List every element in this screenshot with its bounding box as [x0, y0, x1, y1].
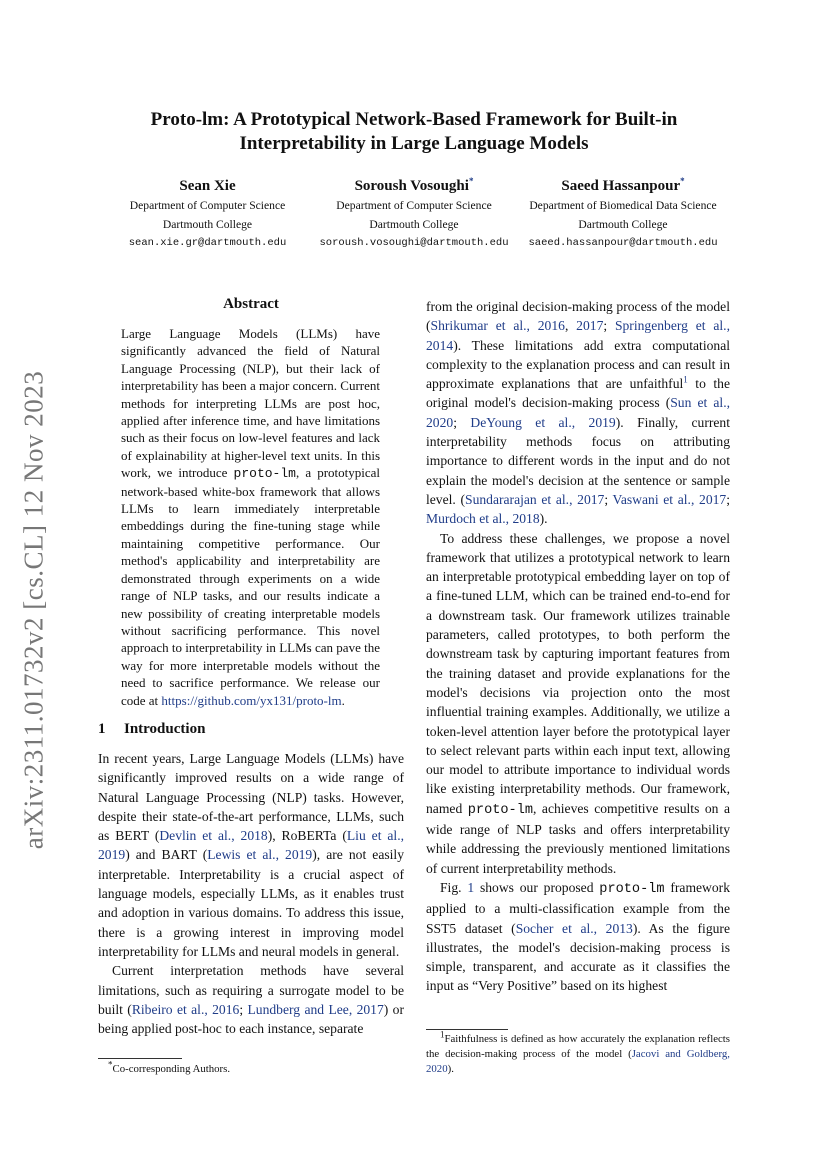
- footnote-divider: [426, 1029, 508, 1030]
- arxiv-sidebar: [4, 360, 64, 860]
- author-block-1: [100, 176, 315, 253]
- citation-link[interactable]: Ribeiro et al., 2016: [131, 1001, 240, 1017]
- citation-link[interactable]: Sun et al., 2020: [426, 395, 730, 430]
- author-name: Sean Xie: [179, 178, 236, 194]
- arxiv-identifier: arXiv:2311.01732v2 [cs.CL] 12 Nov 2023: [18, 370, 49, 850]
- citation-link[interactable]: Vaswani et al., 2017: [612, 491, 727, 507]
- citation-link[interactable]: Liu et al., 2019: [98, 828, 404, 863]
- author-block-2: [310, 176, 518, 253]
- figure-reference[interactable]: 1: [467, 879, 475, 895]
- paper-title: Proto-lm: A Prototypical Network-Based Framework for Built-in Interpretability in Large Language Models: [150, 109, 678, 154]
- citation-link[interactable]: Lewis et al., 2019: [207, 847, 313, 863]
- citation-link[interactable]: Murdoch et al., 2018: [426, 511, 540, 527]
- author-affiliation: Department of Biomedical Data Science: [529, 199, 717, 212]
- author-email[interactable]: soroush.vosoughi@dartmouth.edu: [319, 237, 509, 249]
- paragraph: To address these challenges, we propose a novel framework that utilizes a prototypical network to learn an interpretable prototypical embedding layer on top of a fine-tuned LLM, which can be trained end-to-end for a downstream task. Our framework utilizes trainable parameters, called prototypes, to both perform the downstream task by capturing important features from the training dataset and provide explanations for the model's decisions via projection onto the most influential training examples. Additionally, we utilize a token-level attention layer before the prototypical layer to select relevant parts within each input text, allowing our model to attribute importance to individual words like existing interpretability methods. Our framework, named proto-lm, achieves competitive results on a wide range of NLP tasks and offers interpretability while addressing the previously mentioned limitations of current interpretability methods.: [426, 530, 730, 876]
- citation-link[interactable]: Sundararajan et al., 2017: [465, 491, 605, 507]
- paragraph: In recent years, Large Language Models (LLMs) have significantly improved results on a wide range of Natural Language Processing (NLP) tasks. However, despite their state-of-the-art performance, LLMs, such as BERT (Devlin et al., 2018), RoBERTa (Liu et al., 2019) and BART (Lewis et al., 2019), are not easily interpretable. Interpretability is a crucial aspect of language models, especially LLMs, as it enables trust and adoption in various domains. To address this issue, there is a growing interest in improving model interpretability for LLMs and neural models in general.: [98, 751, 404, 959]
- author-institution: Dartmouth College: [369, 218, 459, 231]
- citation-link[interactable]: Devlin et al., 2018: [159, 828, 268, 844]
- author-institution: Dartmouth College: [162, 218, 253, 231]
- code-proto-lm: proto-lm: [467, 802, 534, 818]
- intro-right-column: [426, 297, 730, 996]
- citation-link[interactable]: Lundberg and Lee, 2017: [247, 1001, 384, 1017]
- paragraph: Current interpretation methods have several limitations, such as requiring a surrogate model to be built (Ribeiro et al., 2016; Lundberg and Lee, 2017) or being applied post-hoc to each instance, separate: [98, 963, 405, 1037]
- citation-link[interactable]: Socher et al., 2013: [515, 920, 633, 936]
- author-email[interactable]: sean.xie.gr@dartmouth.edu: [128, 237, 287, 249]
- abstract-heading: Abstract: [223, 296, 279, 312]
- paragraph: Fig. 1 shows our proposed proto-lm framework applied to a multi-classification example from the SST5 dataset (Socher et al., 2013). As the figure illustrates, the model's decision-making process is simple, transparent, and accurate as it classifies the input as “Very Positive” based on its highest: [426, 879, 730, 994]
- corresponding-mark[interactable]: *: [680, 176, 685, 186]
- citation-link[interactable]: Jacovi and Goldberg, 2020: [426, 1048, 730, 1075]
- citation-link[interactable]: 2017: [576, 318, 604, 334]
- corresponding-mark[interactable]: *: [468, 176, 474, 186]
- author-block-3: [516, 176, 730, 253]
- author-name: Soroush Vosoughi*: [354, 176, 474, 194]
- footnote-left: *Co-corresponding Authors.: [108, 1059, 231, 1075]
- paragraph: from the original decision-making process of the model (Shrikumar et al., 2016, 2017; Springenberg et al., 2014). These limitations add extra computational complexity to the explanation process and can result in approximate explanations that are unfaithful$^1$ to the original model's decision-making process (Sun et al., 2020; DeYoung et al., 2019). Finally, current interpretability methods focus on attributing importance to different words in the input and do not explain the model's decision at the sentence or sample level. (Sundararajan et al., 2017; Vaswani et al., 2017; Murdoch et al., 2018).: [426, 299, 731, 527]
- footnote-right: $^1$Faithfulness is defined as how accurately the explanation reflects the decision-making process of the model (Jacovi and Goldberg, 2020).: [426, 1029, 730, 1075]
- code-proto-lm: proto-lm: [599, 881, 665, 897]
- author-email[interactable]: saeed.hassanpour@dartmouth.edu: [528, 237, 718, 249]
- code-repo-link[interactable]: https://github.com/yx131/proto-lm: [161, 692, 342, 708]
- intro-left-column: [98, 749, 404, 1038]
- section-heading-introduction: 1 Introduction: [98, 721, 206, 737]
- citation-link[interactable]: DeYoung et al., 2019: [470, 414, 616, 430]
- author-affiliation: Department of Computer Science: [129, 199, 286, 212]
- citation-link[interactable]: Shrikumar et al., 2016: [430, 318, 565, 334]
- code-proto-lm: proto-lm: [233, 466, 296, 482]
- author-affiliation: Department of Computer Science: [336, 199, 492, 212]
- author-institution: Dartmouth College: [578, 218, 668, 231]
- author-name: Saeed Hassanpour*: [561, 176, 685, 194]
- citation-link[interactable]: Springenberg et al., 2014: [426, 318, 730, 353]
- footnote-marker[interactable]: 1: [683, 374, 688, 385]
- abstract-text: Large Language Models (LLMs) have significantly advanced the field of Natural Language Processing (NLP), but their lack of interpretability has been a major concern. Current methods for interpreting LLMs are post hoc, applied after inference time, and have limitations such as their focus on low-level features and lack of explainability at higher-level text units. In this work, we introduce proto-lm, a prototypical network-based white-box framework that allows LLMs to learn immediately interpretable embeddings during the fine-tuning stage while maintaining competitive performance. Our method's applicability and interpretability are demonstrated through experiments on a wide range of NLP tasks, and our results indicate a new possibility of creating interpretable models without sacrificing performance. This novel approach to interpretability in LLMs can pave the way for more interpretable models without the need to sacrifice performance. We release our code at https://github.com/yx131/proto-lm.: [121, 326, 381, 708]
